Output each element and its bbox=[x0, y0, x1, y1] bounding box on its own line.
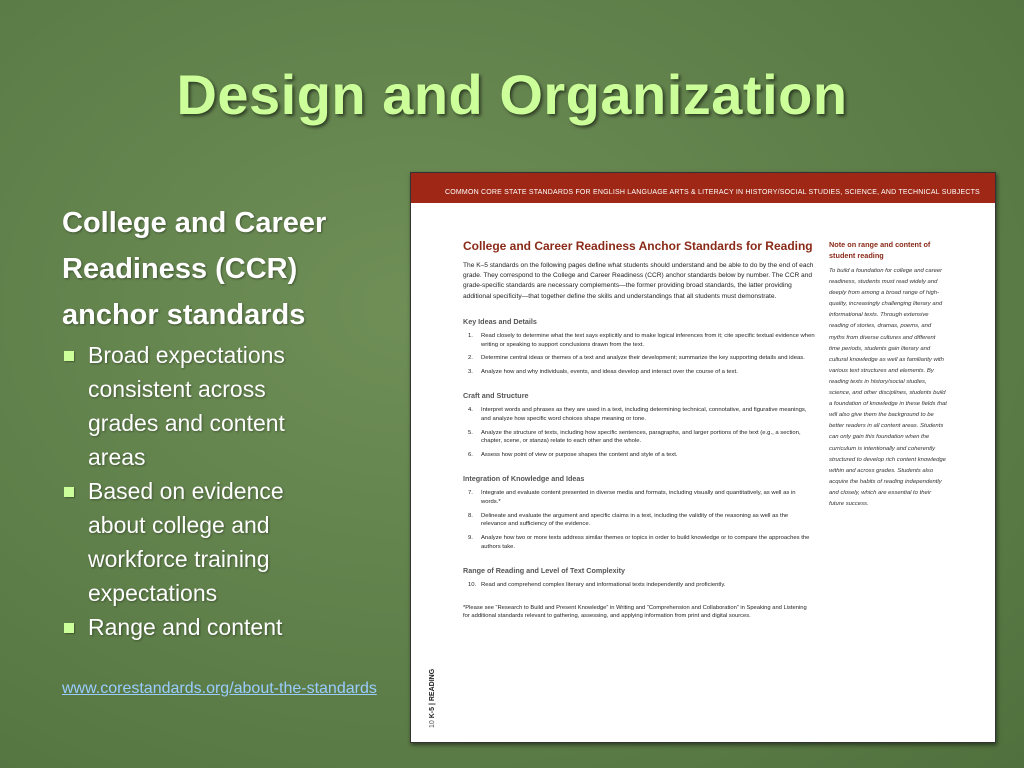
sidebar-title: Note on range and content of student reading bbox=[829, 240, 931, 260]
section-heading: Key Ideas and Details bbox=[463, 316, 537, 326]
document-banner bbox=[411, 173, 995, 203]
standards-list bbox=[463, 489, 815, 552]
document-intro: The K–5 standards on the following pages define what students should understand and be able to do by the end of each grade. They correspond to the College and Career Readiness (CCR) anchor standards below by number. The CCR and grade-specific standards are necessary complements—the former providing broad standards, the latter providing additional specificity—that together define the skills and understandings that all students must demonstrate. bbox=[463, 262, 814, 300]
standard-text: Analyze how two or more texts address similar themes or topics in order to build knowledge or to compare the approaches the authors take. bbox=[481, 535, 810, 550]
left-column bbox=[62, 200, 407, 644]
standard-number: 2. bbox=[468, 355, 473, 362]
standards-list bbox=[463, 581, 815, 590]
standard-item bbox=[463, 581, 815, 590]
standard-text: Read and comprehend complex literary and informational texts independently and proficiently. bbox=[481, 581, 726, 588]
standard-item bbox=[463, 512, 815, 530]
standard-item bbox=[463, 534, 815, 552]
bullet-text: Based on evidence bbox=[88, 478, 284, 504]
standard-text: Interpret words and phrases as they are used in a text, including determining technical, connotative, and figurative meanings, and analyze how specific word choices shape meaning or tone. bbox=[481, 407, 807, 422]
standard-number: 8. bbox=[468, 512, 473, 519]
square-bullet-icon bbox=[64, 487, 74, 497]
bullet-text: areas bbox=[88, 444, 146, 470]
document-title: College and Career Readiness Anchor Standards for Reading bbox=[463, 239, 813, 253]
standard-item bbox=[463, 354, 815, 363]
standard-number: 10. bbox=[468, 581, 477, 588]
bullet-text: workforce training bbox=[88, 546, 270, 572]
square-bullet-icon bbox=[64, 351, 74, 361]
bullet-item bbox=[62, 610, 407, 644]
standard-text: Delineate and evaluate the argument and specific claims in a text, including the validity of the reasoning as well as the relevance and sufficiency of the evidence. bbox=[481, 512, 789, 528]
page-footer-vertical bbox=[429, 669, 436, 728]
standard-number: 6. bbox=[468, 452, 473, 459]
page-number: 10 bbox=[429, 720, 436, 728]
standard-item bbox=[463, 368, 815, 377]
bullet-text: grades and content bbox=[88, 410, 285, 436]
standard-item bbox=[463, 332, 815, 350]
sidebar-body: To build a foundation for college and career readiness, students must read widely and deeply from among a broad range of high-quality, increasingly challenging literary and informational texts. Through extensive reading of stories, dramas, poems, and myths from diverse cultures and different time periods, students gain literary and cultural knowledge as well as familiarity with various text structures and elements. By reading texts in history/social studies, science, and other disciplines, students build a foundation of knowledge in these fields that will also give them the background to be better readers in all content areas. Students can only gain this foundation when the curriculum is intentionally and coherently structured to develop rich content knowledge within and across grades. Students also acquire the habits of reading independently and closely, which are essential to their future success. bbox=[829, 268, 947, 507]
ccr-heading-line: Readiness (CCR) bbox=[62, 253, 298, 285]
bullet-item bbox=[62, 474, 407, 610]
standard-text: Analyze how and why individuals, events, and ideas develop and interact over the course of a text. bbox=[481, 369, 738, 376]
standard-number: 1. bbox=[468, 332, 473, 339]
document-footnote: *Please see “Research to Build and Present Knowledge” in Writing and “Comprehension and Collaboration” in Speaking and Listening for additional standards relevant to gathering, assessing, and applying information from print and digital sources. bbox=[463, 604, 807, 620]
standard-text: Read closely to determine what the text says explicitly and to make logical inferences from it; cite specific textual evidence when writing or speaking to support conclusions drawn from the text. bbox=[481, 332, 815, 348]
standard-number: 3. bbox=[468, 369, 473, 376]
bullet-text: about college and bbox=[88, 512, 270, 538]
ccr-heading-line: College and Career bbox=[62, 207, 327, 239]
bullet-item bbox=[62, 338, 407, 474]
banner-text: COMMON CORE STATE STANDARDS FOR ENGLISH LANGUAGE ARTS & LITERACY IN HISTORY/SOCIAL STUDIES, SCIENCE, AND TECHNICAL SUBJECTS bbox=[445, 189, 980, 196]
section-heading: Integration of Knowledge and Ideas bbox=[463, 473, 585, 483]
page-label: K-5 | READING bbox=[429, 668, 436, 719]
ccr-heading bbox=[62, 200, 407, 338]
standard-number: 4. bbox=[468, 407, 473, 413]
standard-text: Assess how point of view or purpose shapes the content and style of a text. bbox=[481, 452, 678, 459]
square-bullet-icon bbox=[64, 623, 74, 633]
document-main-column bbox=[463, 239, 815, 626]
section-heading: Range of Reading and Level of Text Complexity bbox=[463, 565, 626, 575]
standard-item bbox=[463, 429, 815, 447]
standard-number: 5. bbox=[468, 429, 473, 436]
bullet-text: Broad expectations bbox=[88, 342, 285, 368]
section-heading: Craft and Structure bbox=[463, 391, 529, 400]
standard-number: 9. bbox=[468, 535, 473, 542]
slide-title: Design and Organization bbox=[176, 63, 848, 126]
standard-text: Analyze the structure of texts, including how specific sentences, paragraphs, and larger portions of the text (e.g., a section, chapter, scene, or stanza) relate to each other and the whole. bbox=[481, 429, 801, 445]
standard-number: 7. bbox=[468, 489, 473, 496]
standards-list bbox=[463, 406, 815, 460]
standards-list bbox=[463, 332, 815, 377]
standard-item bbox=[463, 406, 815, 424]
document-image bbox=[410, 172, 996, 743]
standard-item bbox=[463, 489, 815, 507]
bullet-list bbox=[62, 338, 407, 644]
corestandards-link[interactable]: www.corestandards.org/about-the-standards bbox=[62, 680, 377, 697]
bullet-text: Range and content bbox=[88, 614, 283, 640]
bullet-text: expectations bbox=[88, 580, 218, 606]
standard-text: Determine central ideas or themes of a text and analyze their development; summarize the key supporting details and ideas. bbox=[481, 355, 805, 362]
standard-text: Integrate and evaluate content presented in diverse media and formats, including visually and quantitatively, as well as in words.* bbox=[481, 489, 796, 505]
document-sidebar bbox=[829, 239, 947, 510]
standard-item bbox=[463, 451, 815, 460]
ccr-heading-line: anchor standards bbox=[62, 299, 306, 331]
bullet-text: consistent across bbox=[88, 376, 266, 402]
